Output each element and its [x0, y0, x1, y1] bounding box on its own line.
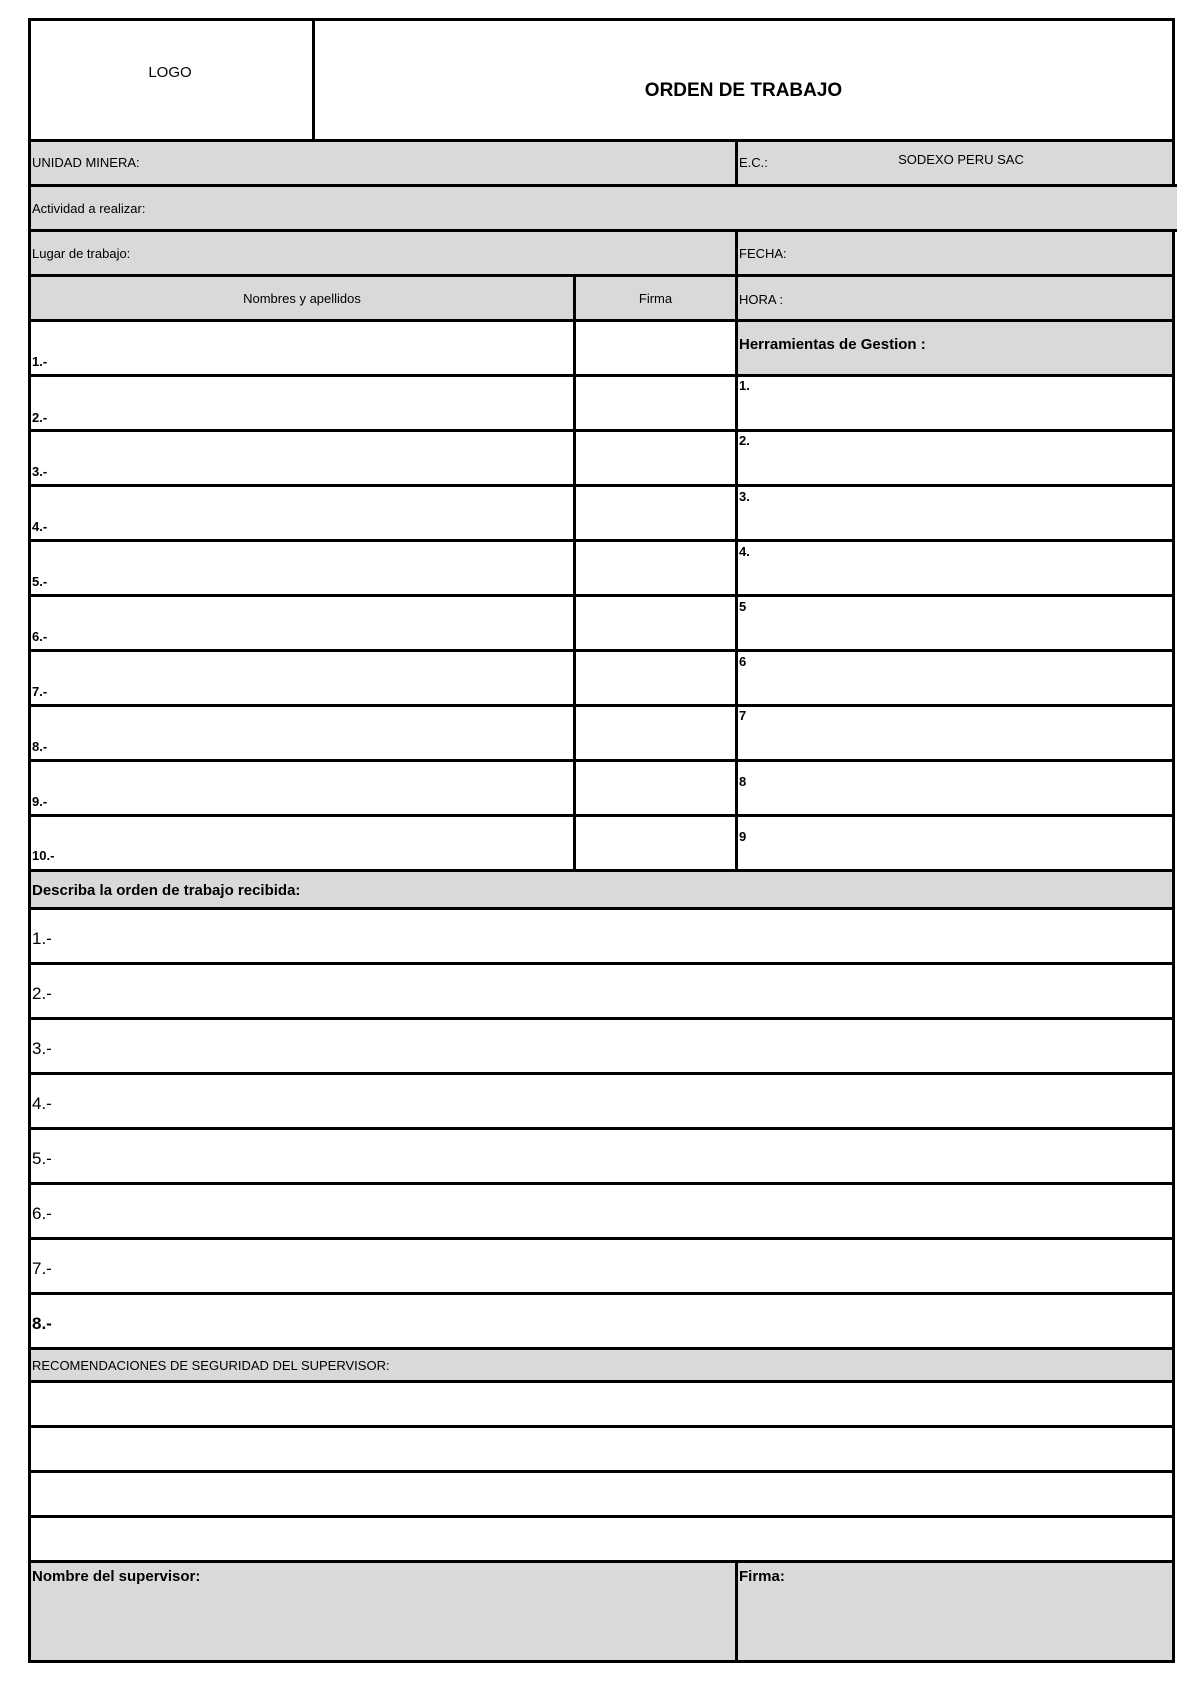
- name-cell[interactable]: [28, 539, 576, 597]
- ec-value: SODEXO PERU SAC: [898, 152, 1024, 167]
- tool-cell[interactable]: [735, 759, 1175, 817]
- tool-row-number: 6: [739, 654, 747, 669]
- ec-label: E.C.:: [739, 155, 768, 170]
- description-row-number: 6.-: [32, 1204, 52, 1223]
- name-cell[interactable]: [28, 814, 576, 872]
- tool-row-number: 2.: [739, 433, 750, 448]
- tool-cell[interactable]: [735, 484, 1175, 542]
- supervisor-signature-field[interactable]: [735, 1560, 1175, 1663]
- name-cell[interactable]: [28, 484, 576, 542]
- tool-row-number: 9: [739, 829, 747, 844]
- signature-cell[interactable]: [573, 704, 738, 762]
- name-cell[interactable]: [28, 594, 576, 652]
- description-line[interactable]: [28, 1237, 1175, 1295]
- signature-column-label: Firma: [638, 291, 673, 306]
- description-row-number: 4.-: [32, 1094, 52, 1113]
- signature-cell[interactable]: [573, 429, 738, 487]
- description-line[interactable]: [28, 1072, 1175, 1130]
- personnel-row-number: 7.-: [32, 684, 48, 699]
- unidad-minera-label: UNIDAD MINERA:: [32, 155, 140, 170]
- signature-cell[interactable]: [573, 374, 738, 432]
- lugar-field[interactable]: [28, 229, 738, 277]
- hora-field[interactable]: [735, 274, 1175, 322]
- description-line[interactable]: [28, 1292, 1175, 1350]
- personnel-row-number: 5.-: [32, 574, 48, 589]
- hora-label: HORA :: [739, 292, 784, 307]
- description-row-number: 2.-: [32, 984, 52, 1003]
- personnel-row-number: 4.-: [32, 519, 48, 534]
- signature-cell[interactable]: [573, 319, 738, 377]
- tool-cell[interactable]: [735, 649, 1175, 707]
- name-cell[interactable]: [28, 319, 576, 377]
- description-line[interactable]: [28, 1182, 1175, 1240]
- tool-row-number: 5: [739, 599, 747, 614]
- description-row-number: 7.-: [32, 1259, 52, 1278]
- description-line[interactable]: [28, 1127, 1175, 1185]
- names-column-label: Nombres y apellidos: [243, 291, 361, 306]
- tool-row-number: 1.: [739, 378, 750, 393]
- signature-cell[interactable]: [573, 484, 738, 542]
- tool-cell[interactable]: [735, 429, 1175, 487]
- recommendation-line[interactable]: [28, 1515, 1175, 1563]
- name-cell[interactable]: [28, 374, 576, 432]
- page-title: ORDEN DE TRABAJO: [644, 80, 843, 101]
- tool-cell[interactable]: [735, 594, 1175, 652]
- description-row-number: 3.-: [32, 1039, 52, 1058]
- personnel-row-number: 3.-: [32, 464, 48, 479]
- tool-cell[interactable]: [735, 374, 1175, 432]
- personnel-row-number: 8.-: [32, 739, 48, 754]
- fecha-field[interactable]: [735, 229, 1175, 277]
- fecha-label: FECHA:: [739, 246, 787, 261]
- logo-placeholder: LOGO: [148, 64, 192, 81]
- signature-cell[interactable]: [573, 759, 738, 817]
- name-cell[interactable]: [28, 759, 576, 817]
- recommendation-line[interactable]: [28, 1425, 1175, 1473]
- tool-row-number: 7: [739, 708, 747, 723]
- description-row-number: 5.-: [32, 1149, 52, 1168]
- description-line[interactable]: [28, 1017, 1175, 1075]
- personnel-row-number: 10.-: [32, 848, 55, 863]
- name-cell[interactable]: [28, 649, 576, 707]
- lugar-label: Lugar de trabajo:: [32, 246, 131, 261]
- tool-cell[interactable]: [735, 704, 1175, 762]
- personnel-row-number: 2.-: [32, 410, 48, 425]
- signature-cell[interactable]: [573, 539, 738, 597]
- description-row-number: 8.-: [32, 1314, 52, 1333]
- personnel-row-number: 1.-: [32, 354, 48, 369]
- personnel-row-number: 9.-: [32, 794, 48, 809]
- tool-row-number: 3.: [739, 489, 750, 504]
- tools-title: Herramientas de Gestion :: [739, 336, 926, 353]
- name-cell[interactable]: [28, 704, 576, 762]
- signature-cell[interactable]: [573, 594, 738, 652]
- actividad-label: Actividad a realizar:: [32, 201, 146, 216]
- recommendations-title: RECOMENDACIONES DE SEGURIDAD DEL SUPERVISOR:: [32, 1358, 390, 1373]
- personnel-row-number: 6.-: [32, 629, 48, 644]
- tool-cell[interactable]: [735, 539, 1175, 597]
- description-title: Describa la orden de trabajo recibida:: [32, 882, 301, 899]
- recommendation-line[interactable]: [28, 1380, 1175, 1428]
- description-row-number: 1.-: [32, 929, 52, 948]
- signature-cell[interactable]: [573, 814, 738, 872]
- description-line[interactable]: [28, 907, 1175, 965]
- signature-cell[interactable]: [573, 649, 738, 707]
- tool-row-number: 8: [739, 774, 747, 789]
- tool-row-number: 4.: [739, 544, 750, 559]
- supervisor-name-label: Nombre del supervisor:: [32, 1568, 201, 1585]
- recommendation-line[interactable]: [28, 1470, 1175, 1518]
- name-cell[interactable]: [28, 429, 576, 487]
- tool-cell[interactable]: [735, 814, 1175, 872]
- description-line[interactable]: [28, 962, 1175, 1020]
- actividad-field[interactable]: [28, 184, 1177, 232]
- supervisor-signature-label: Firma:: [739, 1568, 785, 1585]
